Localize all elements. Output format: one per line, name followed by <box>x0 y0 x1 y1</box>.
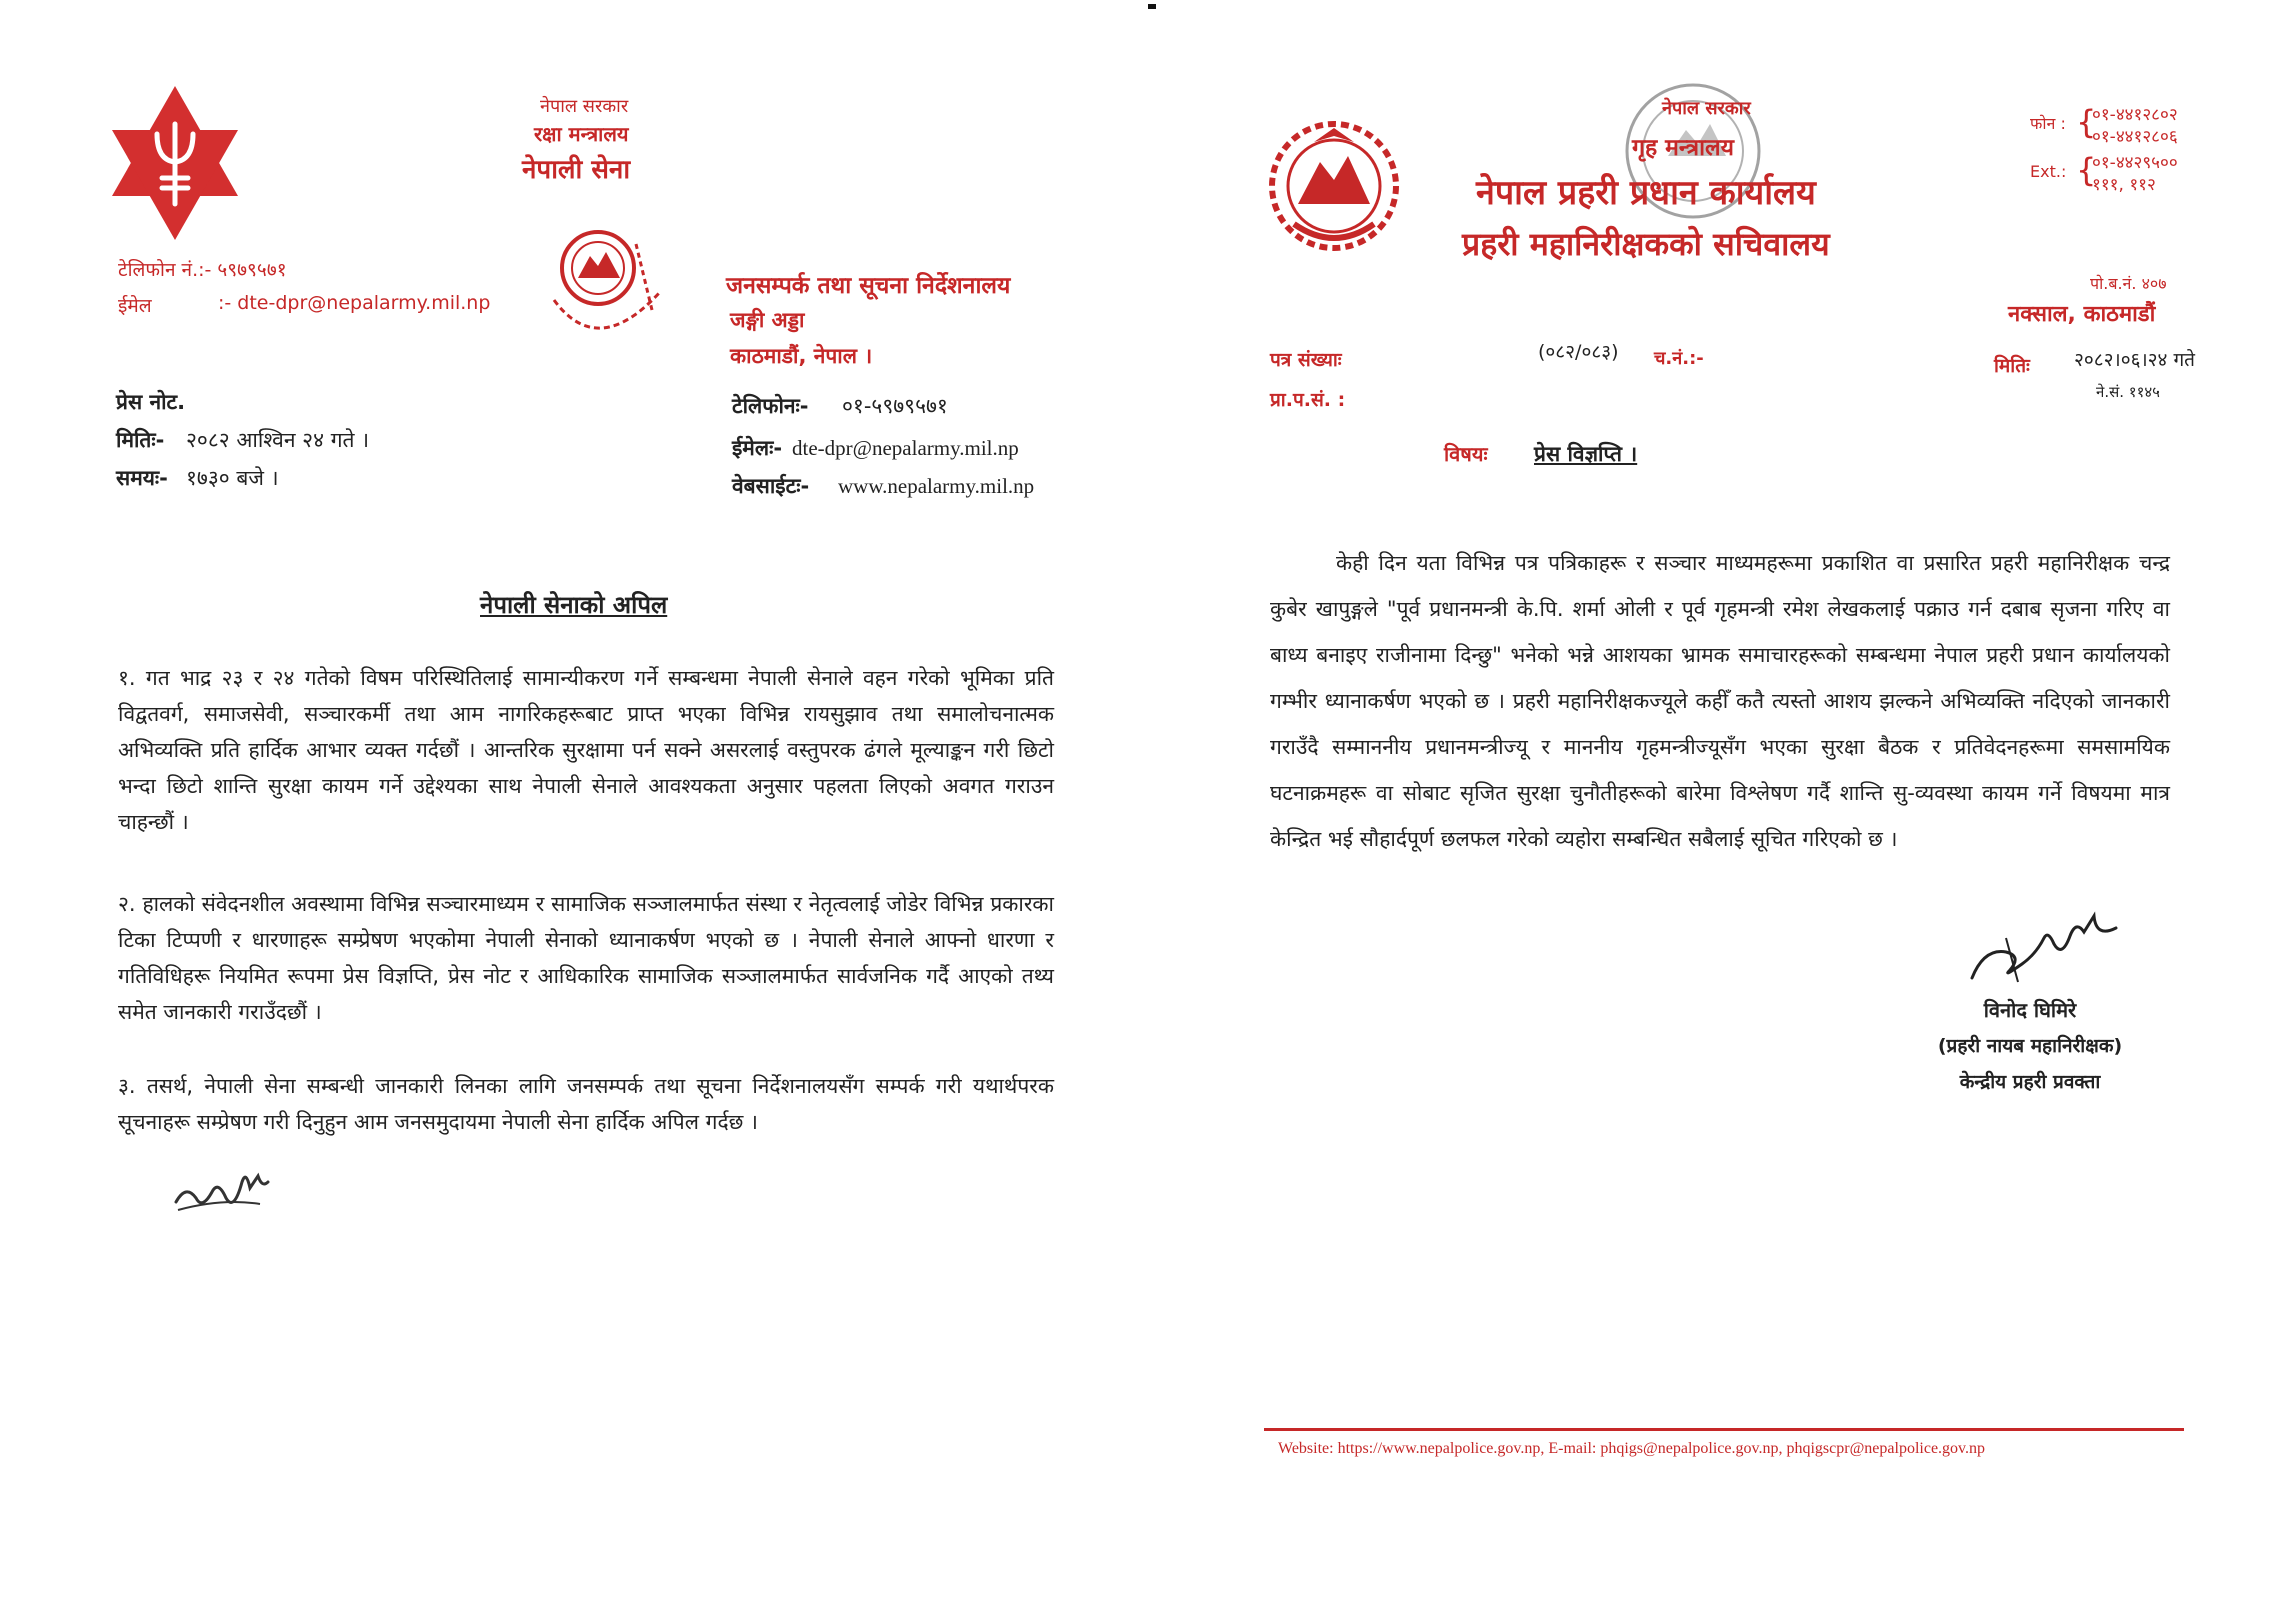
subject-label: विषयः <box>1444 442 1488 466</box>
handwritten-signature-icon <box>172 1158 272 1218</box>
ext-brace: { <box>2076 151 2097 189</box>
pp-number-label: प्रा.प.सं. : <box>1270 389 1346 411</box>
army-phone-line: टेलिफोन नं.:- ५९७९५७१ <box>118 259 287 281</box>
directorate-address-2: काठमाडौं, नेपाल । <box>730 344 873 368</box>
note-time-value: १७३० बजे । <box>186 466 279 490</box>
police-org-title: नेपाल प्रहरी प्रधान कार्यालय <box>1476 173 1816 213</box>
army-star-trident-icon <box>112 86 238 240</box>
army-paragraph-1: १. गत भाद्र २३ र २४ गतेको विषम परिस्थितिलाई सामान्यीकरण गर्ने सम्बन्धमा नेपाली सेनाले वहन गरेको भूमिका प्रति विद्वतवर्ग, समाजसेवी, सञ्चारकर्मी तथा आम नागरिकहरूबाट प्राप्त भएका विभिन्न रायसुझाव तथा समालोचनात्मक अभिव्यक्ति प्रति हार्दिक आभार व्यक्त गर्दछौं । आन्तरिक सुरक्षामा पर्न सक्ने असरलाई वस्तुपरक ढंगले मूल्याङ्कन गरी छिटो भन्दा छिटो शान्ति सुरक्षा कायम गर्ने उद्देश्यका साथ नेपाली सेनाले आवश्यकता अनुसार पहलता लिएको अवगत गराउन चाहन्छौं । <box>118 666 1054 834</box>
directorate-seal-icon <box>540 220 680 360</box>
army-phone2-value: ०१-५९७९५७१ <box>842 394 948 418</box>
signer-name: विनोद घिमिरे <box>1983 998 2077 1022</box>
ref-number-label: पत्र संख्याः <box>1270 349 1342 371</box>
police-phone-1: ०१-४४१२८०२ <box>2092 105 2178 125</box>
note-type: प्रेस नोट. <box>116 390 186 414</box>
signer-rank: (प्रहरी नायब महानिरीक्षक) <box>1937 1035 2123 1057</box>
army-email2-label: ईमेलः- <box>732 436 783 460</box>
army-email-value: :- dte-dpr@nepalarmy.mil.np <box>218 292 491 314</box>
note-time-label: समयः- <box>116 466 168 490</box>
police-phone-2: ०१-४४१२८०६ <box>2092 127 2178 147</box>
army-phone2-label: टेलिफोनः- <box>732 394 809 418</box>
directorate-name: जनसम्पर्क तथा सूचना निर्देशनालय <box>726 273 1011 299</box>
police-ext-2: १११, ११२ <box>2092 175 2156 195</box>
police-ext-1: ०१-४४२९५०० <box>2092 153 2178 173</box>
army-paragraph-2: २. हालको संवेदनशील अवस्थामा विभिन्न सञ्चारमाध्यम र सामाजिक सञ्जालमार्फत संस्था र नेतृत्वलाई जोडेर विभिन्न प्रकारका टिका टिप्पणी र धारणाहरू सम्प्रेषण भएकोमा नेपाली सेनाको ध्यानाकर्षण भएको छ । नेपाली सेनाले आफ्नो धारणा र गतिविधिहरू नियमित रूपमा प्रेस विज्ञप्ति, प्रेस नोट र आधिकारिक सामाजिक सञ्जालमार्फत सार्वजनिक गर्दै आएको तथ्य समेत जानकारी गराउँदछौं । <box>118 892 1054 1024</box>
police-address: नक्साल, काठमाडौं <box>2008 302 2156 327</box>
page-divider <box>1140 0 1162 1600</box>
directorate-address-1: जङ्गी अड्डा <box>730 308 805 332</box>
police-ext-label: Ext.: <box>2030 162 2067 181</box>
army-web-label: वेबसाईटः- <box>732 474 810 498</box>
ref-number-value: (०८२/०८३) <box>1538 341 1619 363</box>
army-paragraph-3: ३. तसर्थ, नेपाली सेना सम्बन्धी जानकारी लिनका लागि जनसम्पर्क तथा सूचना निर्देशनालयसँग सम्पर्क गरी यथार्थपरक सूचनाहरू सम्प्रेषण गरी दिनुहुन आम जनसमुदायमा नेपाली सेना हार्दिक अपिल गर्दछ । <box>118 1074 1054 1134</box>
police-sub-org-title: प्रहरी महानिरीक्षकको सचिवालय <box>1462 225 1830 263</box>
army-web-value: www.nepalarmy.mil.np <box>838 474 1035 498</box>
police-footer-contact: Website: https://www.nepalpolice.gov.np, E-mail: phqigs@nepalpolice.gov.np, phqigscpr@nepalpolice.gov.np <box>1278 1440 1985 1457</box>
army-email-label: ईमेल <box>118 295 152 317</box>
subject-value: प्रेस विज्ञप्ति । <box>1534 442 1638 466</box>
army-org-title: नेपाली सेना <box>522 155 631 185</box>
footer-rule <box>1264 1428 2184 1431</box>
police-phone-label: फोन : <box>2030 114 2066 133</box>
dispatch-number-label: च.नं.:- <box>1654 348 1704 369</box>
registration-number: ने.सं. ११४५ <box>2096 383 2160 401</box>
police-body-paragraph: केही दिन यता विभिन्न पत्र पत्रिकाहरू र सञ्चार माध्यमहरूमा प्रकाशित वा प्रसारित प्रहरी महानिरीक्षक चन्द्र कुबेर खापुङ्गले "पूर्व प्रधानमन्त्री के.पि. शर्मा ओली र पूर्व गृहमन्त्री रमेश लेखकलाई पक्राउ गर्न दबाब सृजना गरिए वा बाध्य बनाइए राजीनामा दिन्छु" भनेको भन्ने आशयका भ्रामक समाचारहरूको सम्बन्धमा नेपाल प्रहरी प्रधान कार्यालयको गम्भीर ध्यानाकर्षण भएको छ । प्रहरी महानिरीक्षकज्यूले कहीँ कतै त्यस्तो आशय झल्कने अभिव्यक्ति नदिएको जानकारी गराउँदै सम्माननीय प्रधानमन्त्रीज्यू र माननीय गृहमन्त्रीज्यूसँग भएका सुरक्षा बैठक र प्रतिवेदनहरूमा समसामयिक घटनाक्रमहरू वा सोबाट सृजित सुरक्षा चुनौतीहरूको बारेमा विश्लेषण गर्दै शान्ति सु-व्यवस्था कायम गर्ने विषयमा मात्र केन्द्रित भई सौहार्दपूर्ण छलफल गरेको व्यहोरा सम्बन्धित सबैलाई सूचित गरिएको छ । <box>1270 551 2170 851</box>
army-email2-value: dte-dpr@nepalarmy.mil.np <box>792 436 1019 460</box>
page-edge-mark <box>1148 4 1156 9</box>
police-press-release-page <box>1160 0 2295 1600</box>
army-gov-label: नेपाल सरकार <box>540 96 629 117</box>
note-date-value: २०८२ आश्विन २४ गते । <box>186 428 370 452</box>
police-gov-label: नेपाल सरकार <box>1662 98 1751 119</box>
note-date-label: मितिः- <box>116 428 165 452</box>
phone-brace: { <box>2076 103 2097 141</box>
police-po-box: पो.ब.नं. ४०७ <box>2090 274 2167 293</box>
nepal-government-emblem-icon <box>1264 112 1404 260</box>
police-date-label: मितिः <box>1994 355 2030 377</box>
police-date-value: २०८२।०६।२४ गते <box>2074 349 2196 371</box>
army-ministry-label: रक्षा मन्त्रालय <box>534 122 629 146</box>
handwritten-signature-icon <box>1966 908 2126 992</box>
press-note-title: नेपाली सेनाको अपिल <box>480 591 668 619</box>
police-ministry-label: गृह मन्त्रालय <box>1632 135 1734 161</box>
signer-role: केन्द्रीय प्रहरी प्रवक्ता <box>1959 1071 2101 1093</box>
